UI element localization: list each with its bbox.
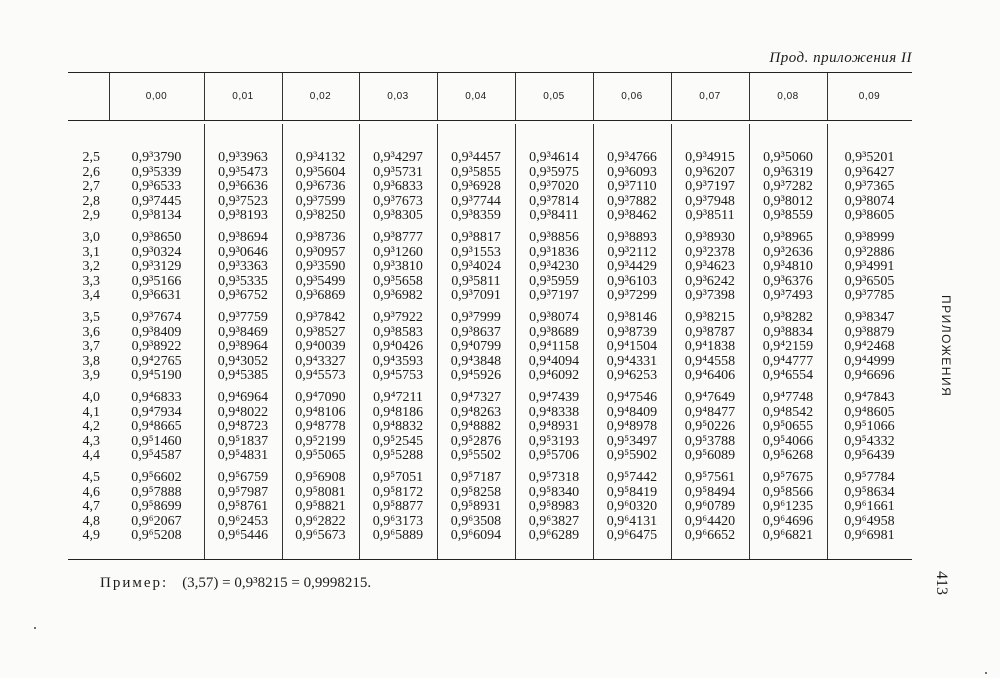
table-cell: 0,9⁵8877	[372, 499, 424, 514]
table-cell: 0,9⁵7675	[762, 470, 814, 485]
table-cell: 0,9³6982	[373, 288, 423, 303]
table-cell: 0,9⁴7649	[684, 390, 736, 405]
table-cell: 0,9⁵4831	[217, 448, 269, 463]
table-cell: 0,9⁵7888	[131, 484, 182, 500]
table-cell: 0,9⁵2876	[450, 433, 502, 449]
table-cell: 0,9³4429	[607, 259, 657, 274]
table-cell: 0,9³5855	[451, 164, 501, 180]
table-cell: 0,9⁵1837	[217, 433, 269, 449]
table-cell: 0,9⁴8477	[684, 404, 736, 420]
table-cell: 0,9³6752	[218, 288, 268, 303]
table-cell: 0,9³4132	[295, 150, 346, 165]
table-cell: 0,9⁵8419	[606, 484, 658, 500]
table-cell: 0,9⁴6253	[606, 368, 658, 383]
table-cell: 0,9³2636	[763, 244, 813, 260]
table-cell: 0,9⁶2067	[131, 513, 182, 529]
table-cell: 0,9³7365	[844, 179, 895, 194]
table-cell: 0,9⁵5502	[450, 448, 502, 463]
table-cell: 0,9³7197	[529, 288, 579, 303]
table-cell: 0,9³8856	[529, 230, 579, 245]
table-cell: 0,9⁵4332	[844, 433, 895, 449]
table-cell: 0,9⁶1235	[762, 499, 814, 514]
table-cell: 0,9⁵6908	[295, 470, 346, 485]
row-argument: 3,7	[82, 339, 100, 354]
row-argument: 4,4	[82, 448, 100, 463]
table-header-rule	[68, 120, 912, 121]
table-cell: 0,9⁵5065	[295, 448, 346, 463]
column-header: 0,08	[777, 91, 799, 102]
table-cell: 0,9³6833	[373, 179, 423, 194]
table-cell: 0,9³8879	[844, 324, 895, 340]
table-cell: 0,9⁴8409	[606, 404, 658, 420]
side-section-label: ПРИЛОЖЕНИЯ	[939, 295, 953, 398]
table-cell: 0,9⁵8172	[372, 484, 424, 500]
table-cell: 0,9⁵6439	[844, 448, 895, 463]
table-cell: 0,9⁴8882	[450, 419, 502, 434]
table-cell: 0,9³6207	[685, 164, 735, 180]
table-cell: 0,9⁵1460	[131, 433, 182, 449]
row-argument: 4,2	[82, 419, 100, 434]
table-cell: 0,9³7744	[451, 193, 501, 209]
table-cell: 0,9³0324	[131, 244, 182, 260]
row-argument: 3,5	[82, 310, 100, 325]
row-argument: 2,6	[82, 164, 100, 180]
table-cell: 0,9³8999	[844, 230, 895, 245]
table-cell: 0,9⁴8605	[844, 404, 895, 420]
table-cell: 0,9⁴2765	[131, 353, 182, 369]
table-cell: 0,9⁶3173	[372, 513, 424, 529]
table-cell: 0,9³5959	[529, 273, 579, 289]
table-cell: 0,9⁴6554	[762, 368, 814, 383]
column-header: 0,07	[699, 91, 721, 102]
table-cell: 0,9³5201	[844, 150, 895, 165]
table-cell: 0,9⁴2468	[844, 339, 895, 354]
table-cell: 0,9⁴7546	[606, 390, 658, 405]
table-cell: 0,9⁶5673	[295, 528, 346, 543]
table-cell: 0,9⁵7784	[844, 470, 895, 485]
example-label: Пример:	[100, 575, 169, 591]
table-cell: 0,9³5060	[763, 150, 813, 165]
table-cell: 0,9³2378	[685, 244, 735, 260]
table-cell: 0,9⁴8542	[762, 404, 814, 420]
table-cell: 0,9⁶4131	[606, 513, 658, 529]
table-cell: 0,9³7110	[607, 179, 657, 194]
table-cell: 0,9³6736	[295, 179, 346, 194]
table-cell: 0,9³7197	[685, 179, 735, 194]
table-cell: 0,9³3363	[218, 259, 268, 274]
table-cell: 0,9³6533	[131, 179, 182, 194]
row-argument: 2,5	[82, 150, 100, 165]
running-head: Прод. приложения II	[769, 50, 912, 66]
table-cell: 0,9³7282	[763, 179, 813, 194]
table-cell: 0,9⁴8022	[217, 404, 269, 420]
table-cell: 0,9³5811	[451, 273, 501, 289]
table-cell: 0,9³7814	[529, 193, 579, 209]
table-cell: 0,9³6376	[763, 273, 813, 289]
table-cell: 0,9³7493	[763, 288, 813, 303]
table-cell: 0,9⁴3848	[450, 353, 502, 369]
row-argument: 4,7	[82, 499, 100, 514]
row-argument: 2,7	[82, 179, 100, 194]
table-cell: 0,9³5658	[373, 273, 423, 289]
table-cell: 0,9³7091	[451, 288, 501, 303]
table-cell: 0,9⁵7318	[528, 470, 580, 485]
table-cell: 0,9³4766	[607, 150, 657, 165]
table-cell: 0,9⁴1838	[684, 339, 736, 354]
table-cell: 0,9³3810	[373, 259, 423, 274]
table-cell: 0,9³8922	[131, 339, 182, 354]
table-cell: 0,9³6319	[763, 164, 813, 180]
table-cell: 0,9³8777	[373, 230, 423, 245]
table-cell: 0,9³8462	[607, 208, 657, 223]
table-cell: 0,9³0646	[218, 244, 268, 260]
table-cell: 0,9³8282	[763, 310, 813, 325]
table-cell: 0,9³3790	[131, 150, 182, 165]
table-cell: 0,9³7999	[451, 310, 501, 325]
table-cell: 0,9⁶0789	[684, 499, 736, 514]
table-cell: 0,9³8817	[451, 230, 501, 245]
table-cell: 0,9⁵0226	[684, 419, 736, 434]
table-cell: 0,9⁴8186	[372, 404, 424, 420]
table-cell: 0,9⁴7327	[450, 390, 502, 405]
table-cell: 0,9⁴2159	[762, 339, 814, 354]
table-cell: 0,9⁶6289	[528, 528, 580, 543]
table-cell: 0,9³4024	[451, 259, 501, 274]
table-cell: 0,9⁶5446	[217, 528, 269, 543]
table-cell: 0,9⁶2822	[295, 513, 346, 529]
table-cell: 0,9⁵0655	[762, 419, 814, 434]
table-cell: 0,9³7020	[529, 179, 579, 194]
table-cell: 0,9³3963	[218, 150, 268, 165]
table-cell: 0,9³8409	[131, 324, 182, 340]
table-cell: 0,9⁶2453	[217, 513, 269, 529]
table-cell: 0,9³4297	[373, 150, 423, 165]
row-argument: 4,6	[82, 484, 100, 500]
table-cell: 0,9³6928	[451, 179, 501, 194]
table-cell: 0,9⁴8338	[528, 404, 580, 420]
table-cell: 0,9⁴6092	[528, 368, 580, 383]
table-cell: 0,9³7299	[607, 288, 657, 303]
row-argument: 3,3	[82, 273, 100, 289]
table-cell: 0,9⁴6964	[217, 390, 269, 405]
table-cell: 0,9³8134	[131, 208, 182, 223]
table-cell: 0,9⁴1504	[606, 339, 658, 354]
row-argument: 4,3	[82, 433, 100, 449]
table-cell: 0,9³7445	[131, 193, 182, 209]
column-header: 0,02	[309, 91, 332, 102]
table-cell: 0,9³7922	[373, 310, 423, 325]
table-cell: 0,9⁶5889	[372, 528, 424, 543]
row-argument: 3,0	[82, 230, 100, 245]
table-cell: 0,9⁴4777	[762, 353, 814, 369]
table-cell: 0,9³8359	[451, 208, 501, 223]
table-cell: 0,9⁶3827	[528, 513, 580, 529]
table-cell: 0,9³6093	[607, 164, 657, 180]
table-cell: 0,9⁵8931	[450, 499, 502, 514]
table-cell: 0,9⁶5208	[131, 528, 182, 543]
table-cell: 0,9³8787	[685, 324, 735, 340]
table-cell: 0,9³8347	[844, 310, 895, 325]
table-cell: 0,9³1836	[529, 244, 579, 260]
table-top-rule	[68, 72, 912, 73]
table-cell: 0,9³7398	[685, 288, 735, 303]
row-argument: 3,9	[82, 368, 100, 383]
table-cell: 0,9³8305	[373, 208, 423, 223]
column-header: 0,05	[543, 91, 565, 102]
table-cell: 0,9⁴7439	[528, 390, 580, 405]
table-cell: 0,9³8650	[131, 230, 182, 245]
table-cell: 0,9⁴7748	[762, 390, 814, 405]
table-cell: 0,9³5339	[131, 164, 182, 180]
table-cell: 0,9⁴8723	[217, 419, 269, 434]
table-cell: 0,9³8689	[529, 324, 579, 340]
table-cell: 0,9³2886	[844, 244, 895, 260]
table-cell: 0,9³8736	[295, 230, 346, 245]
table-cell: 0,9³7759	[218, 310, 268, 325]
table-cell: 0,9⁵8081	[295, 484, 346, 500]
table-cell: 0,9³8511	[685, 208, 735, 223]
table-cell: 0,9⁶4958	[844, 513, 895, 529]
table-cell: 0,9⁶4420	[684, 513, 736, 529]
table-cell: 0,9⁵7442	[606, 470, 658, 485]
table-cell: 0,9³1553	[451, 244, 501, 260]
example-formula: (3,57) = 0,9³8215 = 0,9998215.	[182, 575, 372, 591]
table-cell: 0,9³4230	[529, 259, 579, 274]
example-line	[100, 575, 371, 592]
table-cell: 0,9⁴8665	[131, 419, 182, 434]
column-header: 0,01	[232, 91, 254, 102]
table-cell: 0,9³8739	[607, 324, 657, 340]
table-cell: 0,9³6631	[131, 288, 182, 303]
table-cell: 0,9³4614	[529, 150, 579, 165]
table-cell: 0,9⁴6696	[844, 368, 895, 383]
row-argument: 3,2	[82, 259, 100, 274]
table-cell: 0,9³7523	[218, 193, 268, 209]
table-cell: 0,9⁴3327	[295, 353, 346, 369]
table-cell: 0,9⁶4696	[762, 513, 814, 529]
row-argument: 4,0	[82, 390, 100, 405]
table-cell: 0,9³8583	[373, 324, 423, 340]
row-argument: 3,4	[82, 288, 100, 303]
table-cell: 0,9⁶1661	[844, 499, 895, 514]
table-bottom-rule	[68, 559, 912, 560]
table-cell: 0,9⁵8821	[295, 499, 346, 514]
table-cell: 0,9³8834	[763, 324, 813, 340]
table-cell: 0,9³4991	[844, 259, 895, 274]
table-cell: 0,9⁴7843	[844, 390, 895, 405]
table-cell: 0,9³8527	[295, 324, 346, 340]
table-cell: 0,9⁵7051	[372, 470, 424, 485]
table-cell: 0,9⁵4587	[131, 448, 182, 463]
table-cell: 0,9⁴7934	[131, 404, 182, 420]
table-cell: 0,9⁴5926	[450, 368, 502, 383]
table-cell: 0,9⁴6833	[131, 390, 182, 405]
table-cell: 0,9³7785	[844, 288, 895, 303]
column-header: 0,03	[387, 91, 409, 102]
table-cell: 0,9³3590	[295, 259, 346, 274]
row-argument: 2,8	[82, 193, 100, 209]
paper-speck	[34, 627, 36, 629]
table-cell: 0,9⁵8983	[528, 499, 580, 514]
table-cell: 0,9⁴8263	[450, 404, 502, 420]
table-cell: 0,9³8964	[218, 339, 268, 354]
table-cell: 0,9⁵8634	[844, 484, 895, 500]
table-cell: 0,9³8893	[607, 230, 657, 245]
table-cell: 0,9³8637	[451, 324, 501, 340]
table-cell: 0,9⁴5385	[217, 368, 269, 383]
table-cell: 0,9³5975	[529, 164, 579, 180]
table-cell: 0,9⁵4066	[762, 433, 814, 449]
table-cell: 0,9⁵6089	[684, 448, 736, 463]
table-cell: 0,9³8193	[218, 208, 268, 223]
table-cell: 0,9³6427	[844, 164, 895, 180]
table-cell: 0,9³3129	[131, 259, 182, 274]
table-cell: 0,9⁵3193	[528, 433, 580, 449]
table-cell: 0,9⁴4558	[684, 353, 736, 369]
page-number: 413	[933, 571, 950, 595]
table-cell: 0,9³4810	[763, 259, 813, 274]
table-cell: 0,9⁵8761	[217, 499, 269, 514]
table-cell: 0,9³8074	[844, 193, 895, 209]
table-cell: 0,9³5335	[218, 273, 268, 289]
table-cell: 0,9⁴5753	[372, 368, 424, 383]
table-cell: 0,9⁴4331	[606, 353, 658, 369]
table-cell: 0,9⁵8699	[131, 499, 182, 514]
table-cell: 0,9⁴0799	[450, 339, 502, 354]
column-header: 0,06	[621, 91, 643, 102]
table-cell: 0,9⁵8340	[528, 484, 580, 500]
table-cell: 0,9⁵8566	[762, 484, 814, 500]
row-argument: 3,8	[82, 353, 100, 369]
row-argument: 4,9	[82, 528, 100, 543]
table-cell: 0,9⁵8494	[684, 484, 736, 500]
table-cell: 0,9³8146	[607, 310, 657, 325]
table-cell: 0,9⁴5573	[295, 368, 346, 383]
table-cell: 0,9⁶6652	[684, 528, 736, 543]
table-cell: 0,9³8469	[218, 324, 268, 340]
table-cell: 0,9³4623	[685, 259, 735, 274]
table-cell: 0,9⁵6602	[131, 470, 182, 485]
table-cell: 0,9³8411	[529, 208, 579, 223]
table-cell: 0,9⁶6094	[450, 528, 502, 543]
table-cell: 0,9⁴4094	[528, 353, 580, 369]
table-cell: 0,9³7674	[131, 310, 182, 325]
column-header: 0,04	[465, 91, 487, 102]
table-cell: 0,9³6636	[218, 179, 268, 194]
table-cell: 0,9⁵6759	[217, 470, 269, 485]
row-argument: 3,6	[82, 324, 100, 340]
column-header: 0,00	[145, 91, 168, 102]
table-cell: 0,9³7842	[295, 310, 346, 325]
table-cell: 0,9³7882	[607, 193, 657, 209]
table-cell: 0,9⁵5706	[528, 448, 580, 463]
table-cell: 0,9⁶6475	[606, 528, 658, 543]
table-cell: 0,9⁵1066	[844, 419, 895, 434]
table-cell: 0,9⁵5288	[372, 448, 424, 463]
table-cell: 0,9³8965	[763, 230, 813, 245]
table-cell: 0,9³8605	[844, 208, 895, 223]
table-cell: 0,9⁴3052	[217, 353, 269, 369]
table-cell: 0,9⁴3593	[372, 353, 424, 369]
table-cell: 0,9⁵7987	[217, 484, 269, 500]
table-cell: 0,9³8215	[685, 310, 735, 325]
table-cell: 0,9⁴0039	[295, 339, 346, 354]
table-cell: 0,9³2112	[607, 244, 657, 260]
row-argument: 4,8	[82, 513, 100, 529]
table-cell: 0,9⁵2199	[295, 433, 346, 449]
table-cell: 0,9⁴8778	[295, 419, 346, 434]
table-cell: 0,9⁵6268	[762, 448, 814, 463]
table-cell: 0,9⁶3508	[450, 513, 502, 529]
table-cell: 0,9⁵2545	[372, 433, 424, 449]
table-cell: 0,9⁵3788	[684, 433, 736, 449]
table-cell: 0,9⁶0320	[606, 499, 658, 514]
table-cell: 0,9⁴8832	[372, 419, 424, 434]
table-cell: 0,9³4457	[451, 150, 501, 165]
table-cell: 0,9⁵7187	[450, 470, 502, 485]
table-cell: 0,9³5604	[295, 164, 346, 180]
table-cell: 0,9³5499	[295, 273, 346, 289]
table-cell: 0,9³6242	[685, 273, 735, 289]
table-cell: 0,9³5166	[131, 273, 182, 289]
column-header: 0,09	[858, 91, 881, 102]
table-cell: 0,9³6869	[295, 288, 346, 303]
table-cell: 0,9⁵5902	[606, 448, 658, 463]
row-argument: 4,5	[82, 470, 100, 485]
row-argument: 3,1	[82, 244, 100, 260]
table-cell: 0,9⁵7561	[684, 470, 736, 485]
row-argument: 2,9	[82, 208, 100, 223]
table-cell: 0,9⁵8258	[450, 484, 502, 500]
table-cell: 0,9³5473	[218, 164, 268, 180]
table-cell: 0,9⁶6821	[762, 528, 814, 543]
table-cell: 0,9⁴1158	[529, 339, 579, 354]
table-cell: 0,9⁴4999	[844, 353, 895, 369]
table-cell: 0,9⁴5190	[131, 368, 182, 383]
table-cell: 0,9³5731	[373, 164, 423, 180]
table-cell: 0,9³8074	[529, 310, 579, 325]
table-cell: 0,9³8250	[295, 208, 346, 223]
table-cell: 0,9⁴8931	[528, 419, 580, 434]
table-cell: 0,9³8012	[763, 193, 813, 209]
table-cell: 0,9³8694	[218, 230, 268, 245]
table-cell: 0,9³6505	[844, 273, 895, 289]
table-cell: 0,9³8930	[685, 230, 735, 245]
table-cell: 0,9⁴8978	[606, 419, 658, 434]
row-argument: 4,1	[82, 404, 100, 420]
table-cell: 0,9⁵3497	[606, 433, 658, 449]
paper-speck	[985, 672, 987, 674]
table-cell: 0,9³7599	[295, 193, 346, 209]
table-cell: 0,9³4915	[685, 150, 735, 165]
table-cell: 0,9⁴7211	[373, 390, 423, 405]
table-cell: 0,9³1260	[373, 244, 423, 260]
table-cell: 0,9³8559	[763, 208, 813, 223]
table-cell: 0,9⁴8106	[295, 404, 346, 420]
table-cell: 0,9⁴7090	[295, 390, 346, 405]
table-cell: 0,9³6103	[607, 273, 657, 289]
table-cell: 0,9⁴0426	[372, 339, 424, 354]
table-cell: 0,9³7948	[685, 193, 735, 209]
table-cell: 0,9⁶6981	[844, 528, 895, 543]
table-cell: 0,9³0957	[295, 244, 346, 260]
table-cell: 0,9³7673	[373, 193, 423, 209]
table-cell: 0,9⁴6406	[684, 368, 736, 383]
